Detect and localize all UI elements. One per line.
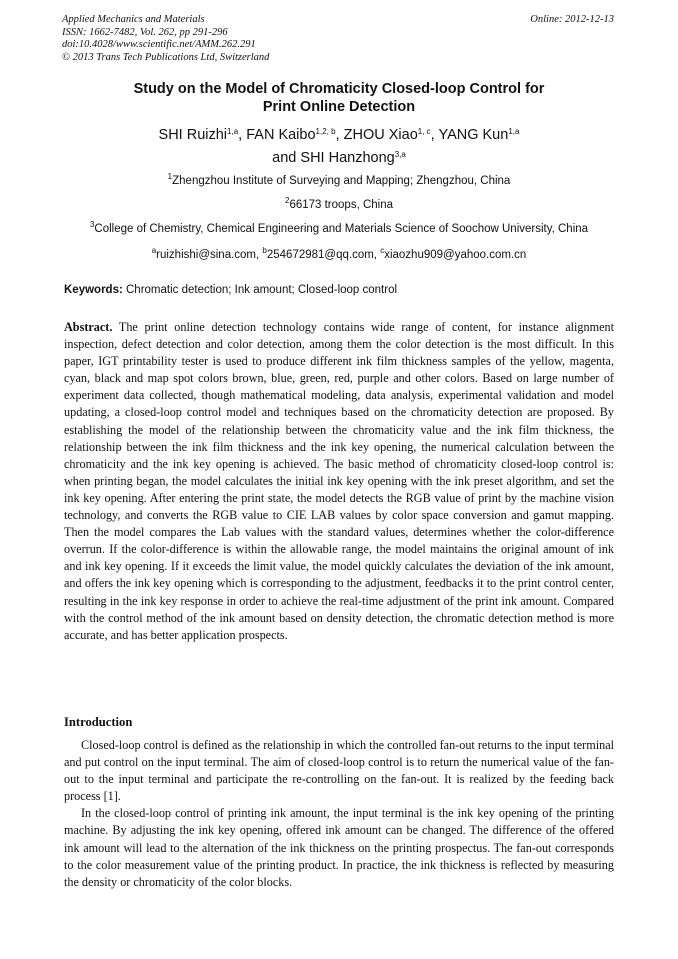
title-line-1: Study on the Model of Chromaticity Closed-loop Control for	[133, 81, 545, 97]
paper-title	[60, 80, 618, 116]
keywords-label: Keywords:	[64, 284, 123, 296]
author-name: and SHI Hanzhong	[272, 150, 395, 166]
affil-text: 66173 troops, China	[289, 199, 394, 211]
title-line-2: Print Online Detection	[262, 99, 416, 115]
author-list	[60, 122, 618, 168]
affiliation-1	[50, 172, 628, 187]
author-name: SHI Ruizhi	[158, 127, 228, 143]
journal-name: Applied Mechanics and Materials	[62, 14, 205, 25]
abstract-label: Abstract.	[64, 320, 113, 334]
author-line-1: SHI Ruizhi$^{1,a}$, FAN Kaibo$^{1,2, b}$, ZHOU Xiao$^{1, c}$, YANG Kun$^{1,a}$	[158, 127, 520, 143]
email-c[interactable]: xiaozhu909@yahoo.com.cn	[384, 249, 527, 261]
email-line	[50, 246, 628, 261]
author-affil-sup: 1,a	[227, 127, 239, 136]
abstract	[64, 319, 614, 644]
author-affil-sup: 1,2, b	[315, 127, 336, 136]
affil-sup: 3	[89, 220, 95, 229]
abstract-text: The print online detection technology contains wide range of content, for instance alignment inspection, defect detection and color detection, among them the color detection is the most difficult. In this paper, IGT printability tester is used to produce different ink film thickness samples of the yellow, magenta, cyan, black and map spot colors brown, blue, green, red, purple and other colors. Based on large number of experiment data collected, though mathematical modeling, data analysis, experimental validation and model updating, a closed-loop control model and techniques based on the chromaticity detection are proposed. By establishing the model of the relationship between the chromaticity value and the ink film thickness, the relationship between the ink film thickness and the ink key opening, the numerical calculation between the chromaticity and the ink key opening is achieved. The basic method of chromaticity closed-loop control is: when printing began, the model calculates the initial ink key opening with the ink preset algorithm, and set the ink key opening. After entering the print state, the model detects the RGB value of print by the machine vision technology, and converts the RGB value to CIE LAB values by color space conversion and gamut mapping. Then the model compares the Lab values with the standard values, determines whether the color-difference overrun. If the color-difference is within the allowable range, the model maintains the original amount of ink and ink key opening. If it exceeds the limit value, the model quickly calculates the deviation of the ink amount, and offers the ink key opening which is corresponding to the adjustment, feedbacks it to the print control center, resulting in the ink key response in order to achieve the real-time adjustment of the print ink amount. Compared with the control method of the ink amount based on density detection, the chromatic detection method is more accurate, and has better application prospects.	[64, 320, 614, 642]
author-affil-sup: 3,a	[394, 150, 406, 159]
author-name: FAN Kaibo	[246, 127, 316, 143]
issn-line: ISSN: 1662-7482, Vol. 262, pp 291-296	[62, 26, 228, 38]
intro-paragraph-2: In the closed-loop control of printing ink amount, the input terminal is the ink key opening of the printing machine. By adjusting the ink key opening, offered ink amount can be changed. The difference of the offered ink amount will lead to the alternation of the ink thickness on the printing prospectus. The fan-out corresponds to the color measurement value of the printing product. In practice, the ink thickness is reflected by measuring the density or chromaticity of the color blocks.	[64, 806, 614, 889]
email-a[interactable]: ruizhishi@sina.com,	[156, 249, 263, 261]
affil-sup: 1	[167, 172, 173, 181]
introduction-heading: Introduction	[64, 715, 133, 729]
affiliation-2	[50, 196, 628, 211]
affil-text: Zhengzhou Institute of Surveying and Mapping; Zhengzhou, China	[172, 175, 511, 187]
introduction-body	[64, 737, 614, 891]
email-sup: c	[380, 246, 385, 255]
email-b[interactable]: 254672981@qq.com,	[266, 249, 381, 261]
copyright-line: © 2013 Trans Tech Publications Ltd, Switzerland	[62, 51, 270, 63]
author-affil-sup: 1,a	[508, 127, 520, 136]
email-sup: b	[262, 246, 267, 255]
email-sup: a	[151, 246, 157, 255]
keywords-text: Chromatic detection; Ink amount; Closed-loop control	[122, 284, 398, 296]
author-line-2	[60, 145, 618, 168]
journal-header	[62, 14, 269, 64]
author-name: YANG Kun	[438, 127, 509, 143]
author-affil-sup: 1, c	[417, 127, 431, 136]
author-name: ZHOU Xiao	[343, 127, 418, 143]
online-date: Online: 2012-12-13	[530, 14, 614, 25]
doi-line: doi:10.4028/www.scientific.net/AMM.262.291	[62, 39, 256, 50]
intro-paragraph-1: Closed-loop control is defined as the relationship in which the controlled fan-out returns to the input terminal and put control on the input terminal. The aim of closed-loop control is to return the numerical value of the fan-out to the input terminal and participate the re-controlling on the fan-out. It is realized by the feeding back process [1].	[64, 738, 614, 804]
keywords	[64, 284, 397, 296]
affil-sup: 2	[284, 196, 290, 205]
affil-text: College of Chemistry, Chemical Engineering and Materials Science of Soochow University, China	[94, 223, 589, 235]
affiliation-3	[50, 220, 628, 235]
